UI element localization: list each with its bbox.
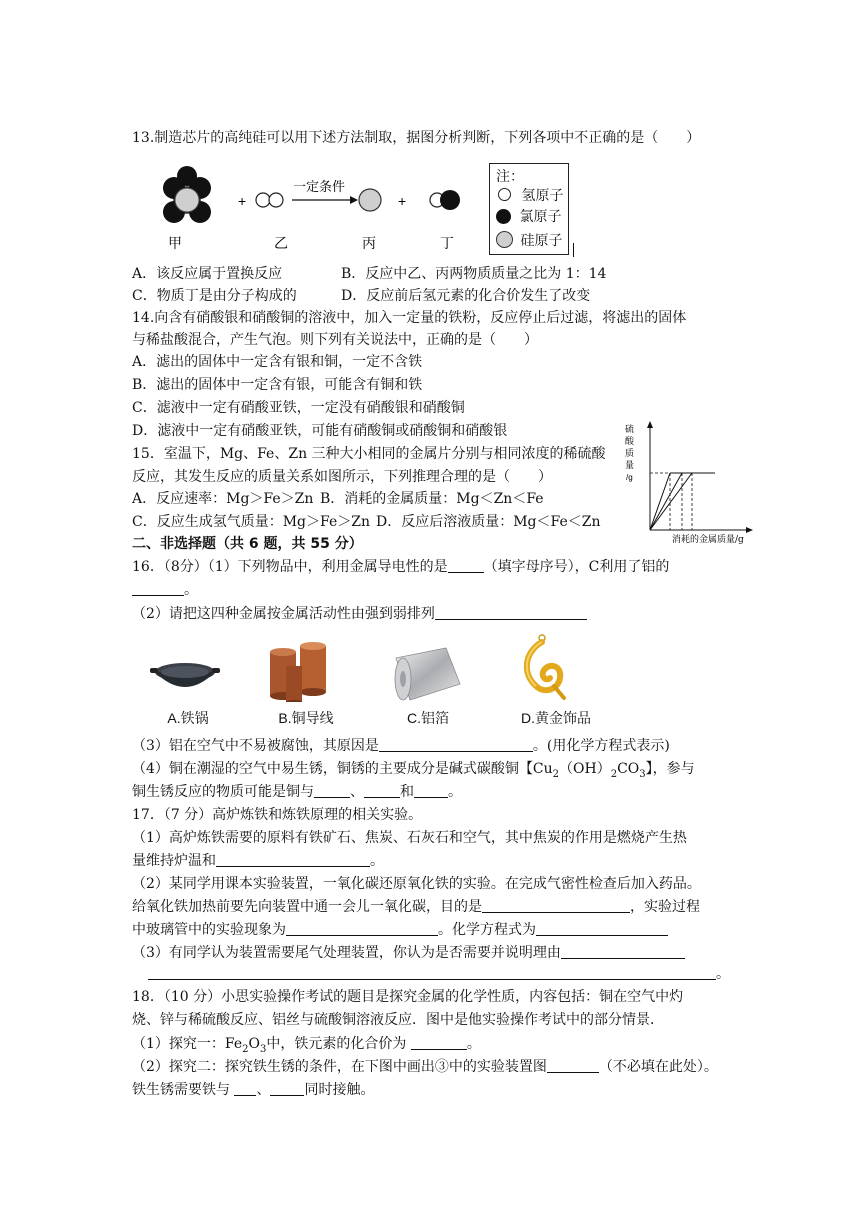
- item-a-caption: A.铁锅: [167, 710, 209, 726]
- q17-blank-2[interactable]: [482, 897, 630, 913]
- q16-l2: 。: [184, 582, 198, 598]
- q18-l5c: 同时接触。: [304, 1082, 375, 1098]
- arrow-condition-label: 一定条件: [293, 179, 346, 194]
- copper-wire-image: [266, 642, 332, 702]
- item-b-caption: B.铜导线: [278, 710, 334, 726]
- q18-l5a: 铁生锈需要铁与: [132, 1082, 230, 1098]
- q18-l3b: 中，铁元素的化合价为: [266, 1036, 407, 1052]
- q13-option-c[interactable]: C．物质丁是由分子构成的: [132, 288, 297, 304]
- legend-title: 注：: [496, 169, 524, 185]
- silicon-atom-icon: [496, 231, 513, 248]
- q18-l4a: （2）探究二：探究铁生锈的条件，在下图中画出③中的实验装置图: [132, 1059, 547, 1075]
- q18-l3-sub1: 2: [242, 1043, 249, 1055]
- q17-l5b: ，实验过程: [630, 899, 700, 915]
- molecule-ding-icon: [430, 190, 460, 210]
- graph-ylabel-char-2: 质: [625, 449, 635, 459]
- chlorine-atom-icon: [496, 209, 511, 224]
- q17-l7: （3）有同学认为装置需要尾气处理装置，你认为是否需要并说明理由: [132, 945, 561, 961]
- q16-l5-sub1: 2: [552, 768, 560, 780]
- q17-l4: （2）某同学用课本实验装置，一氧化碳还原氧化铁的实验。在完成气密性检查后加入药品。: [132, 876, 701, 892]
- q13-option-d[interactable]: D．反应前后氢元素的化合价发生了改变: [341, 288, 591, 304]
- q17-l5a: 给氧化铁加热前要先向装置中通一会儿一氧化碳，目的是: [132, 899, 482, 915]
- q17-l3b: 。: [370, 853, 384, 869]
- q15-option-c[interactable]: C．反应生成氢气质量：Mg＞Fe＞Zn: [132, 514, 370, 530]
- q18-l1: 18．（10 分）小思实验操作考试的题目是探究金属的化学性质，内容包括：铜在空气中灼: [132, 989, 684, 1005]
- q18-l2: 烧、锌与稀硫酸反应、铝丝与硫酸铜溶液反应．图中是他实验操作考试中的部分情景．: [132, 1012, 664, 1028]
- q17-l6b: 。化学方程式为: [438, 922, 536, 938]
- q18-l3m: O: [248, 1036, 260, 1052]
- q16-blank-3[interactable]: [435, 604, 587, 620]
- graph-ylabel-char-4: /g: [626, 473, 633, 482]
- q17-blank-1[interactable]: [216, 851, 370, 867]
- molecule-name-1: 乙: [274, 236, 288, 252]
- q16-l4a: （3）铝在空气中不易被腐蚀，其原因是: [132, 738, 379, 754]
- q16-l5-sub2: 2: [610, 768, 618, 780]
- q17-l1: 17．（7 分）高炉炼铁和炼铁原理的相关实验。: [132, 807, 423, 823]
- molecule-name-0: 甲: [168, 236, 182, 252]
- q18-l4b: （不必填在此处）。: [598, 1059, 718, 1075]
- q13-stem: 13.制造芯片的高纯硅可以用下述方法制取，据图分析判断，下列各项中不正确的是（ ）: [132, 130, 701, 146]
- q15-graph: [620, 420, 760, 545]
- molecule-bing-icon: [359, 189, 381, 211]
- q15-stem-2: 反应，其发生反应的质量关系如图所示，下列推理合理的是（ ）: [132, 469, 552, 485]
- q16-blank-5[interactable]: [314, 782, 350, 798]
- q16-blank-4[interactable]: [379, 736, 533, 752]
- q18-blank-1[interactable]: [411, 1034, 467, 1050]
- molecule-jia-icon: [163, 166, 211, 223]
- q18-blank-4[interactable]: [270, 1080, 304, 1096]
- q15-stem-1: 15．室温下，Mg、Fe、Zn 三种大小相同的金属片分别与相同浓度的稀硫酸: [132, 446, 606, 462]
- q16-l5: （4）铜在潮湿的空气中易生锈，铜锈的主要成分是碱式碳酸铜【Cu: [132, 761, 553, 777]
- aluminum-foil-image: [390, 646, 464, 702]
- q16-l5-end: CO: [617, 761, 640, 777]
- section-2-heading: 二、非选择题（共 6 题，共 55 分）: [132, 536, 363, 552]
- q17-blank-3[interactable]: [286, 920, 438, 936]
- graph-ylabel-char-3: 量: [625, 461, 635, 471]
- molecule-name-3: 丁: [440, 236, 454, 252]
- q16-l5-mid: （OH）: [559, 761, 611, 777]
- q17-l6a: 中玻璃管中的实验现象为: [132, 922, 286, 938]
- gold-jewelry-image: [514, 634, 570, 702]
- q16-l1b: （填字母序号），C利用了铝的: [483, 559, 670, 575]
- cursor-mark: [573, 243, 574, 257]
- q16-l5-sub3: 3: [639, 768, 646, 780]
- q18-l3a: （1）探究一：Fe: [132, 1036, 243, 1052]
- q16-l1: 16．（8分）（1）下列物品中，利用金属导电性的是: [132, 559, 448, 575]
- q18-blank-2[interactable]: [547, 1057, 599, 1073]
- q17-l8: 。: [716, 966, 730, 982]
- q17-l3a: 量维持炉温和: [132, 853, 216, 869]
- q16-l6b: 、: [350, 784, 364, 800]
- q16-l4b: 。(用化学方程式表示): [532, 738, 670, 754]
- q13-option-a[interactable]: A．该反应属于置换反应: [132, 266, 283, 282]
- graph-ylabel-char-1: 酸: [625, 437, 635, 447]
- q16-l6d: 。: [448, 784, 462, 800]
- q16-l6a: 铜生锈反应的物质可能是铜与: [132, 784, 314, 800]
- graph-ylabel-char-0: 硫: [625, 425, 635, 435]
- q16-l5-tail: 】，参与: [645, 761, 695, 777]
- q15-option-a[interactable]: A．反应速率：Mg＞Fe＞Zn: [132, 491, 314, 507]
- q18-blank-3[interactable]: [234, 1080, 256, 1096]
- legend-chlorine: 氯原子: [519, 209, 562, 225]
- iron-wok-image: [150, 650, 220, 700]
- q18-l5b: 、: [256, 1082, 271, 1098]
- reaction-arrow-icon: [292, 196, 358, 204]
- q16-l3: （2）请把这四种金属按金属活动性由强到弱排列: [132, 606, 435, 622]
- q18-l3c: 。: [466, 1036, 481, 1052]
- q14-option-a[interactable]: A．滤出的固体中一定含有银和铜，一定不含铁: [132, 354, 423, 370]
- plus-1: +: [238, 193, 247, 209]
- q17-blank-6[interactable]: [148, 964, 716, 980]
- item-c-caption: C.铝箔: [407, 710, 449, 726]
- q16-blank-7[interactable]: [414, 782, 448, 798]
- hydrogen-atom-icon: [498, 188, 511, 201]
- q17-l2: （1）高炉炼铁需要的原料有铁矿石、焦炭、石灰石和空气，其中焦炭的作用是燃烧产生热: [132, 830, 687, 846]
- legend-silicon: 硅原子: [520, 233, 563, 249]
- q15-option-b[interactable]: B．消耗的金属质量：Mg＜Zn＜Fe: [320, 491, 544, 507]
- q13-option-b[interactable]: B．反应中乙、丙两物质质量之比为 1：14: [341, 266, 607, 282]
- item-d-caption: D.黄金饰品: [521, 710, 591, 726]
- graph-xlabel: 消耗的金属质量/g: [672, 535, 744, 545]
- molecule-name-2: 丙: [362, 236, 376, 252]
- q17-blank-4[interactable]: [536, 920, 668, 936]
- q16-l6c: 和: [400, 784, 414, 800]
- q17-blank-5[interactable]: [561, 943, 685, 959]
- q15-option-d[interactable]: D．反应后溶液质量：Mg＜Fe＜Zn: [376, 514, 601, 530]
- legend-hydrogen: 氢原子: [521, 188, 564, 204]
- q16-blank-6[interactable]: [364, 782, 400, 798]
- molecule-yi-icon: [256, 193, 283, 207]
- q14-option-d[interactable]: D．滤液中一定有硝酸亚铁，可能有硝酸铜或硝酸铜和硝酸银: [132, 423, 508, 439]
- q13-legend-box: [489, 163, 569, 255]
- q18-l3-sub2: 3: [260, 1043, 267, 1055]
- q14-option-c[interactable]: C．滤液中一定有硝酸亚铁，一定没有硝酸银和硝酸铜: [132, 400, 465, 416]
- plus-2: +: [398, 193, 407, 209]
- q14-stem-2: 与稀盐酸混合，产生气泡。则下列有关说法中，正确的是（ ）: [132, 332, 538, 348]
- q16-blank-1[interactable]: [448, 557, 484, 573]
- q16-blank-2[interactable]: [132, 580, 184, 596]
- q14-stem-1: 14.向含有硝酸银和硝酸铜的溶液中，加入一定量的铁粉，反应停止后过滤，将滤出的固体: [132, 310, 687, 326]
- q14-option-b[interactable]: B．滤出的固体中一定含有银，可能含有铜和铁: [132, 377, 423, 393]
